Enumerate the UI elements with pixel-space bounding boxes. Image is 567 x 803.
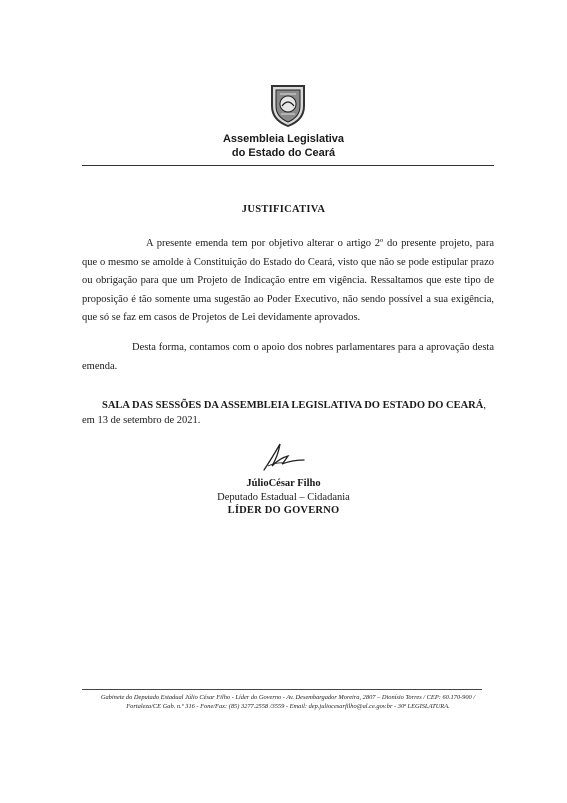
handwritten-signature-icon [258, 436, 308, 476]
closing-bold-text: SALA DAS SESSÕES DA ASSEMBLEIA LEGISLATIVA DO ESTADO DO CEARÁ [102, 400, 484, 411]
body-paragraph-2: Desta forma, contamos com o apoio dos nobres parlamentares para a aprovação desta emenda. [82, 342, 494, 372]
header-divider [82, 165, 494, 166]
footer-line-2: Fortaleza/CE Gab. n.º 316 - Fone/Fax: (85) 3277.2558 /3559 - Email: dep.juliocesarfilho@al.ce.gov.br - 30ª LEGISLATURA. [126, 703, 450, 710]
signer-name: JúlioCésar Filho [246, 478, 321, 489]
org-name-line2: do Estado do Ceará [231, 147, 336, 159]
coat-of-arms-seal-icon [264, 80, 312, 128]
closing-statement [82, 398, 494, 428]
signer-title: LÍDER DO GOVERNO [227, 505, 340, 516]
org-name-line1: Assembleia Legislativa [222, 133, 345, 145]
signer-role: Deputado Estadual – Cidadania [217, 492, 350, 503]
body-paragraph-1: A presente emenda tem por objetivo alterar o artigo 2º do presente projeto, para que o mesmo se amolde à Constituição do Estado do Ceará, visto que não se pode estipular prazo ou obrigação para que um Projeto de Indicação entre em vigência. Ressaltamos que este tipo de proposição é tão somente uma sugestão ao Poder Executivo, não sendo possível a sua exigência, que só se faz em casos de Projetos de Lei devidamente aprovados. [82, 238, 494, 323]
document-heading: JUSTIFICATIVA [241, 204, 326, 215]
footer-divider [82, 689, 482, 690]
closing-date-text: , em 13 de setembro de 2021. [82, 400, 486, 426]
footer-line-1: Gabinete do Deputado Estadual Júlio César Filho - Líder do Governo - Av. Desembargador Moreira, 2807 – Dionísio Torres / CEP: 60.170-900 / [100, 694, 476, 701]
